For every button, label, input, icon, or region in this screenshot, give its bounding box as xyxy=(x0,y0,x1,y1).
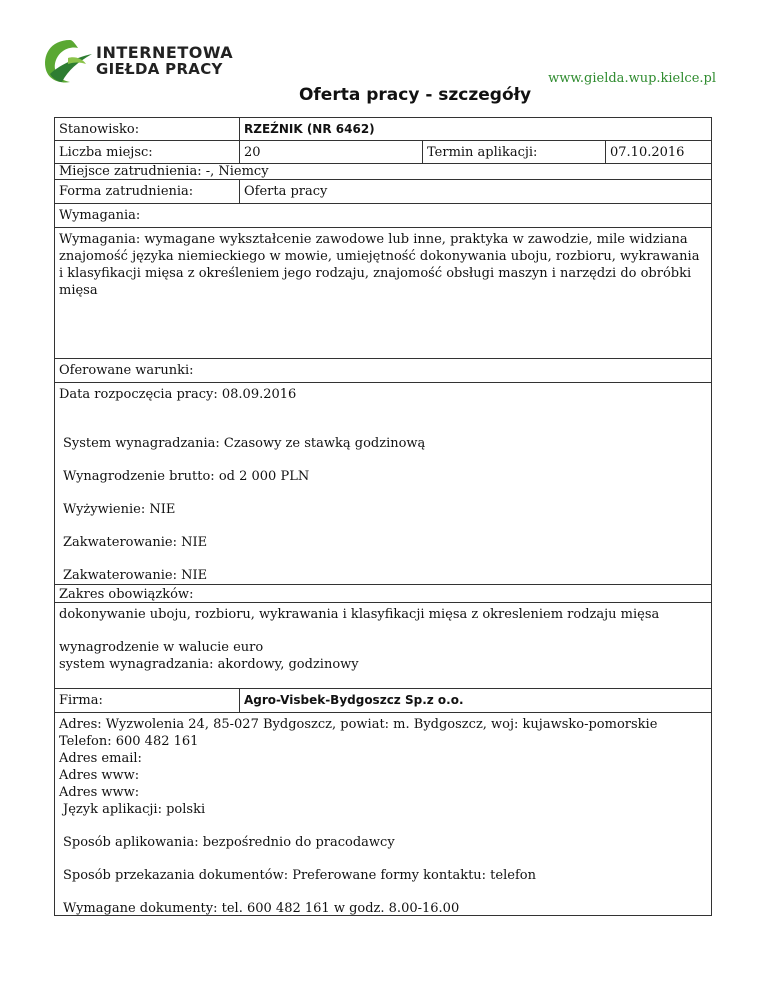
location: Miejsce zatrudnienia: -, Niemcy xyxy=(59,164,269,179)
company-address: Adres: Wyzwolenia 24, 85-027 Bydgoszcz, powiat: m. Bydgoszcz, woj: kujawsko-pomorskie xyxy=(59,717,658,732)
company-www-1: Adres www: xyxy=(59,768,140,783)
food: Wyżywienie: NIE xyxy=(63,502,176,517)
housing-2: Zakwaterowanie: NIE xyxy=(63,568,208,583)
application-language: Język aplikacji: polski xyxy=(63,802,206,817)
row-count xyxy=(54,141,712,164)
position-label: Stanowisko: xyxy=(59,122,140,137)
salary: Wynagrodzenie brutto: od 2 000 PLN xyxy=(63,469,310,484)
row-form xyxy=(54,180,712,204)
page-title: Oferta pracy - szczegóły xyxy=(298,85,532,105)
duty-line-2: wynagrodzenie w walucie euro xyxy=(59,640,264,655)
pay-system: System wynagradzania: Czasowy ze stawką godzinową xyxy=(63,436,426,451)
duties-label: Zakres obowiązków: xyxy=(59,587,194,602)
form-value: Oferta pracy xyxy=(239,180,711,203)
count-value: 20 xyxy=(239,141,422,163)
housing-1: Zakwaterowanie: NIE xyxy=(63,535,208,550)
form-label: Forma zatrudnienia: xyxy=(59,184,194,199)
deadline-value: 07.10.2016 xyxy=(605,141,711,163)
company-label: Firma: xyxy=(59,693,103,708)
requirements-text: Wymagania: wymagane wykształcenie zawodowe lub inne, praktyka w zawodzie, mile widziana znajomość języka niemieckiego w mowie, umiejętność dokonywania uboju, rozbioru, wykrawania i klasyfikacji mięsa z określeniem jego rodzaju, znajomość obsługi maszyn i narzędzi do obróbki mięsa xyxy=(59,232,700,298)
company-www-2: Adres www: xyxy=(59,785,140,800)
duty-line-1: dokonywanie uboju, rozbioru, wykrawania i klasyfikacji mięsa z okresleniem rodzaju mięsa xyxy=(59,607,660,622)
logo-line-2: GIEŁDA PRACY xyxy=(96,60,223,78)
row-position xyxy=(54,117,712,141)
row-requirements xyxy=(54,228,712,359)
company-phone: Telefon: 600 482 161 xyxy=(59,734,199,749)
conditions-block xyxy=(55,383,711,584)
start-date: Data rozpoczęcia pracy: 08.09.2016 xyxy=(59,387,297,402)
row-duties xyxy=(54,603,712,689)
count-label: Liczba miejsc: xyxy=(59,145,153,160)
docs-transfer: Sposób przekazania dokumentów: Preferowane formy kontaktu: telefon xyxy=(63,868,536,883)
logo-line-1: INTERNETOWA xyxy=(96,43,234,62)
deadline-label: Termin aplikacji: xyxy=(422,141,605,163)
logo-text xyxy=(96,44,233,78)
row-conditions xyxy=(54,383,712,585)
row-contact xyxy=(54,713,712,916)
requirements-label: Wymagania: xyxy=(59,208,141,223)
row-duties-header xyxy=(54,585,712,603)
site-url[interactable]: www.gielda.wup.kielce.pl xyxy=(548,71,716,86)
docs-required: Wymagane dokumenty: tel. 600 482 161 w godz. 8.00-16.00 xyxy=(63,901,460,916)
position-value: RZEŹNIK (NR 6462) xyxy=(239,118,711,140)
row-location xyxy=(54,164,712,180)
duties-block xyxy=(55,603,711,688)
row-company xyxy=(54,689,712,713)
offer-table xyxy=(54,117,712,916)
conditions-label: Oferowane warunki: xyxy=(59,363,194,378)
row-conditions-header xyxy=(54,359,712,383)
duty-line-3: system wynagradzania: akordowy, godzinowy xyxy=(59,657,359,672)
company-email: Adres email: xyxy=(59,751,142,766)
apply-method: Sposób aplikowania: bezpośrednio do pracodawcy xyxy=(63,835,395,850)
contact-block xyxy=(55,713,711,915)
company-value: Agro-Visbek-Bydgoszcz Sp.z o.o. xyxy=(239,689,711,712)
row-requirements-header xyxy=(54,204,712,228)
